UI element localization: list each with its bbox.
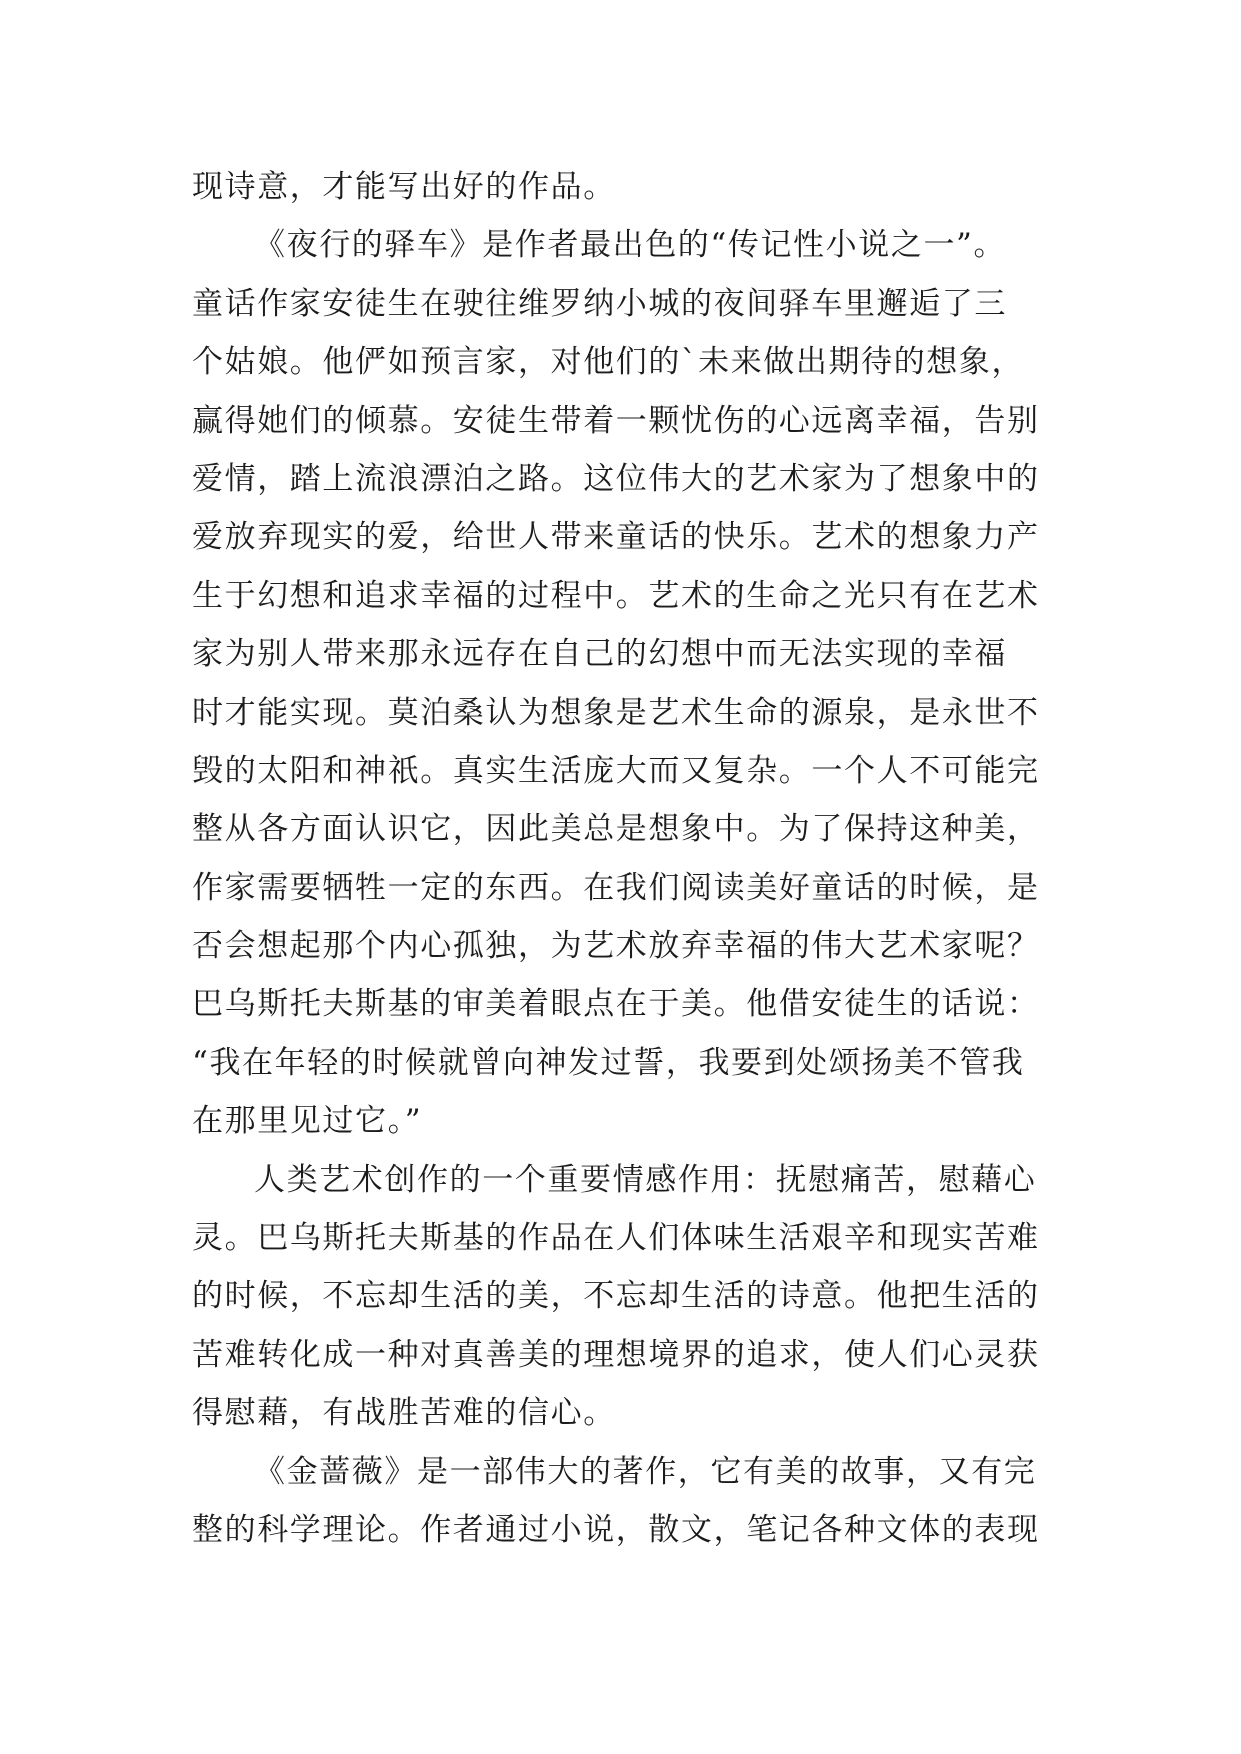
text-line: 童话作家安徒生在驶往维罗纳小城的夜间驿车里邂逅了三 [192,285,1007,322]
text-line: 的时候，不忘却生活的美，不忘却生活的诗意。他把生活的 [192,1278,1040,1315]
paragraph-first-line: 《金蔷薇》是一部伟大的著作，它有美的故事，又有完 [254,1453,1037,1490]
text-line: 爱放弃现实的爱，给世人带来童话的快乐。艺术的想象力产 [192,519,1040,556]
text-line: 个姑娘。他俨如预言家，对他们的`未来做出期待的想象， [192,344,1025,381]
paragraph-first-line: 《夜行的驿车》是作者最出色的“传记性小说之一”。 [254,227,1007,264]
text-line: 作家需要牺牲一定的东西。在我们阅读美好童话的时候，是 [192,869,1040,906]
text-line: 家为别人带来那永远存在自己的幻想中而无法实现的幸福 [192,636,1007,673]
text-line: “我在年轻的时候就曾向神发过誓，我要到处颂扬美不管我 [192,1044,1025,1081]
text-line: 得慰藉，有战胜苦难的信心。 [192,1395,616,1432]
text-line: 灵。巴乌斯托夫斯基的作品在人们体味生活艰辛和现实苦难 [192,1220,1040,1257]
body-text [192,158,1052,1559]
text-line: 否会想起那个内心孤独，为艺术放弃幸福的伟大艺术家呢？ [192,928,1040,965]
text-line: 爱情，踏上流浪漂泊之路。这位伟大的艺术家为了想象中的 [192,460,1040,497]
text-line: 苦难转化成一种对真善美的理想境界的追求，使人们心灵获 [192,1336,1040,1373]
text-line: 整从各方面认识它，因此美总是想象中。为了保持这种美， [192,811,1040,848]
text-line: 现诗意，才能写出好的作品。 [192,169,616,205]
text-line: 时才能实现。莫泊桑认为想象是艺术生命的源泉，是永世不 [192,694,1040,731]
paragraph-first-line: 人类艺术创作的一个重要情感作用：抚慰痛苦，慰藉心 [254,1161,1037,1198]
text-line: 生于幻想和追求幸福的过程中。艺术的生命之光只有在艺术 [192,577,1040,614]
text-line: 赢得她们的倾慕。安徒生带着一颗忧伤的心远离幸福，告别 [192,402,1040,439]
text-line: 整的科学理论。作者通过小说，散文，笔记各种文体的表现 [192,1511,1040,1548]
text-line: 巴乌斯托夫斯基的审美着眼点在于美。他借安徒生的话说： [192,986,1040,1023]
text-line: 毁的太阳和神祇。真实生活庞大而又复杂。一个人不可能完 [192,752,1040,789]
text-line: 在那里见过它。” [192,1103,423,1140]
